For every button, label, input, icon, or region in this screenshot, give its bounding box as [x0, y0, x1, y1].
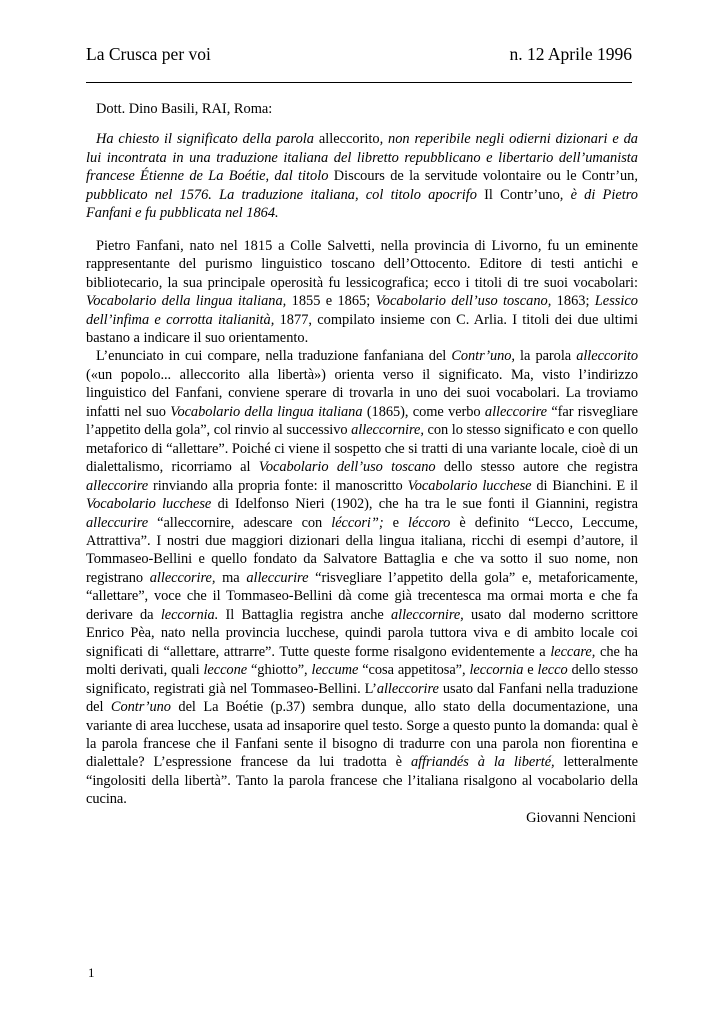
text-segment: 1855 e 1865; — [286, 293, 376, 310]
text-segment: e — [523, 662, 538, 679]
text-segment: 1863; — [551, 293, 595, 310]
text-segment: alleccurire — [86, 514, 149, 531]
text-segment: , non reperibile negli odierni dizionari e da lui incontrata in una traduzione italiana del libretto repubblicano e libertario dell’umanista francese Étienne de La Boétie, dal titolo — [86, 131, 638, 185]
text-segment: Il Battaglia registra anche — [218, 606, 391, 623]
text-segment: , è di Pietro Fanfani e fu pubblicata nel 1864. — [86, 186, 638, 222]
text-segment: del La Boétie (p.37) sembra dunque, allo stato della documentazione, una variante di area lucchese, usata ad insaporire quel testo. Sorge a questo punto la domanda: qual è la parola francese che il Fanfani sente il bisogno di tradurre con una parola non fiorentina e dialettale? L’espressione francese da lui tradotta è — [86, 699, 638, 771]
question-paragraph — [86, 130, 638, 222]
text-segment: “risvegliare l’appetito della gola” e, metaforicamente, “allettare”, voce che il Tommaseo-Bellini dà come già trecentesca ma ormai morta e che fa derivare da — [86, 569, 639, 623]
text-segment: leccornia — [469, 662, 524, 679]
text-segment: léccoro — [408, 514, 451, 531]
text-segment: Vocabolario della lingua italiana — [170, 403, 363, 420]
text-segment: Discours de la servitude volontaire ou le Contr’un — [333, 168, 635, 185]
text-segment: leccume — [311, 662, 359, 679]
header-rule — [86, 82, 632, 83]
text-segment: di Bianchini. E il — [531, 477, 638, 494]
text-segment: “ghiotto”, — [247, 662, 312, 679]
text-segment: rinviando alla propria fonte: il manoscritto — [148, 477, 408, 494]
page-number: 1 — [88, 965, 95, 980]
text-segment: leccare, — [550, 643, 596, 660]
text-segment: alleccorire, — [149, 569, 216, 586]
text-segment: Vocabolario lucchese — [86, 496, 212, 513]
text-segment: affriandés à la liberté, — [410, 754, 555, 771]
text-segment: leccone — [203, 662, 248, 679]
text-segment: alleccorito — [576, 348, 639, 365]
text-segment: e — [383, 514, 409, 531]
article-body — [86, 100, 638, 827]
answer-paragraph-2 — [86, 347, 638, 808]
text-segment: alleccornire, — [390, 606, 464, 623]
journal-title: La Crusca per voi — [86, 44, 211, 64]
text-segment: di Idelfonso Nieri (1902), che ha tra le sue fonti il Giannini, registra — [211, 496, 638, 513]
text-segment: che ha molti derivati, quali — [86, 643, 638, 679]
text-segment: usato dal Fanfani nella traduzione del — [86, 680, 638, 716]
text-segment: alleccorito — [318, 131, 380, 148]
text-segment: letteralmente “ingolositi della libertà”. Tanto la parola francese che l’italiana risalgono al vocabolario della cucina. — [86, 754, 638, 808]
text-segment: Contr’uno — [110, 699, 171, 716]
text-segment: con lo stesso significato e con quello metaforico di “allettare”. Poiché ci viene il sospetto che si tratti di una variante locale, cioè di un dialettalismo, ricorriamo al — [86, 422, 638, 476]
text-segment: Il Contr’uno — [484, 186, 560, 203]
text-segment: leccornia. — [160, 606, 219, 623]
text-segment: Vocabolario dell’uso toscano, — [375, 293, 552, 310]
text-segment: “cosa appetitosa”, — [358, 662, 470, 679]
text-segment: ma — [215, 569, 247, 586]
author-signature: Giovanni Nencioni — [526, 809, 636, 826]
text-segment: léccori”; — [331, 514, 384, 531]
text-segment: alleccornire, — [351, 422, 424, 439]
text-segment: alleccorire — [86, 477, 149, 494]
addressee-line: Dott. Dino Basili, RAI, Roma: — [96, 101, 273, 117]
text-segment: lecco — [537, 662, 568, 679]
text-segment: alleccorire — [484, 403, 547, 420]
text-segment: Vocabolario della lingua italiana, — [86, 293, 287, 310]
text-segment: Vocabolario lucchese — [407, 477, 532, 494]
text-segment: Lessico dell’infima e corrotta italianità, — [86, 293, 638, 328]
issue-date: n. 12 Aprile 1996 — [509, 44, 632, 64]
text-segment: 1877, compilato insieme con C. Arlia. I titoli dei due ultimi bastano a indicare il suo orientamento. — [86, 311, 638, 346]
text-segment: alleccorire — [376, 680, 439, 697]
text-segment: Ha chiesto il significato della parola — [96, 131, 319, 148]
text-segment: alleccurire — [246, 569, 309, 586]
text-segment: è definito “Lecco, Leccume, Attrattiva”. I nostri due maggiori dizionari della lingua italiana, ricchi di esempi d’autore, il Tommaseo-Bellini e quello fondato da Salvatore Battaglia e che va sotto il suo nome, non registrano — [86, 514, 638, 586]
page-header — [86, 44, 632, 70]
text-segment: “far risvegliare l’appetito della gola”, col rinvio al successivo — [86, 403, 638, 439]
text-segment: dello stesso significato, registrati già nel Tommaseo-Bellini. L’ — [86, 662, 639, 697]
text-segment: (1865), come verbo — [362, 403, 485, 420]
text-segment: Contr’uno, — [451, 348, 515, 365]
text-segment: dello stesso autore che registra — [435, 459, 638, 476]
text-segment: , pubblicato nel 1576. La traduzione italiana, col titolo apocrifo — [86, 168, 638, 203]
text-segment: Vocabolario dell’uso toscano — [258, 459, 436, 476]
text-segment: Pietro Fanfani, nato nel 1815 a Colle Salvetti, nella provincia di Livorno, fu un eminente rappresentante del purismo linguistico toscano dell’Ottocento. Editore di testi antichi e bibliotecario, la sua principale operosità fu lessicografica; ecco i titoli di tre suoi vocabolari: — [86, 237, 638, 291]
answer-paragraph-1 — [86, 237, 638, 348]
text-segment: («un popolo... alleccorito alla libertà») orienta verso il significato. Ma, visto l’indirizzo linguistico del Fanfani, conviene sperare di trovarla in uno dei suoi vocabolari. La troviamo infatti nel suo — [86, 366, 638, 420]
text-segment: “alleccornire, adescare con — [148, 514, 332, 531]
text-segment: usato dal moderno scrittore Enrico Pèa, nato nella provincia lucchese, quindi parola tuttora viva e di ambito locale coi significati di “allettare, attrarre”. Tutte queste forme risalgono evidentemente a — [86, 606, 638, 660]
text-segment: la parola — [514, 348, 577, 365]
text-segment: L’enunciato in cui compare, nella traduzione fanfaniana del — [96, 348, 452, 365]
